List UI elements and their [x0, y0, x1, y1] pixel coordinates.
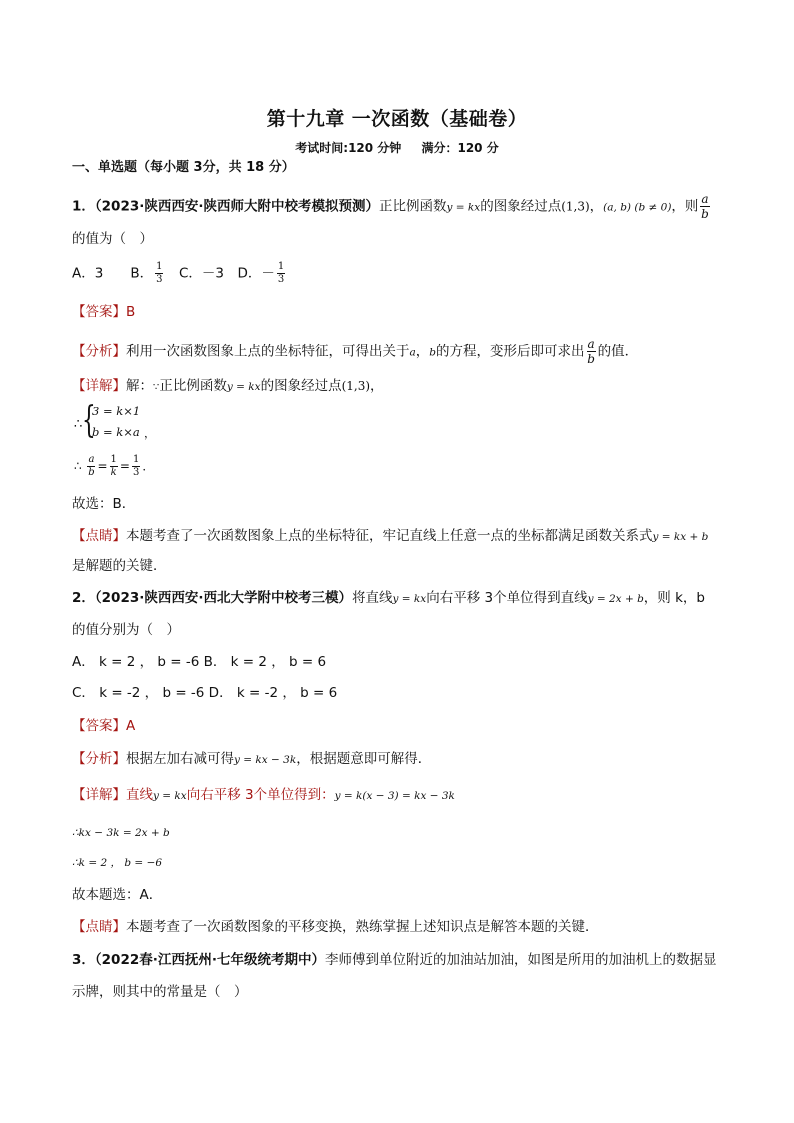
fraction-denominator: 3	[132, 467, 140, 478]
option-text: C．－3 D．－	[165, 265, 275, 282]
exam-info	[0, 139, 794, 156]
fraction-denominator: 3	[277, 274, 285, 285]
variable: b	[429, 346, 436, 359]
q1-text: 正比例函数	[379, 198, 447, 215]
q1-detail	[72, 376, 384, 398]
because-symbol: ∵	[153, 382, 160, 393]
detail-text: 直线	[126, 787, 153, 803]
fraction-numerator: 1	[277, 261, 285, 272]
ratio-fraction	[87, 455, 95, 478]
section-heading: 一、单选题（每小题 3分，共 18 分）	[72, 160, 295, 175]
fraction-numerator: 1	[132, 454, 140, 465]
period: ．	[142, 459, 155, 473]
detail-tag: 【详解】	[72, 378, 126, 394]
q2-stem-end: 的值分别为（ ）	[72, 622, 180, 638]
q1-text: ，则	[671, 198, 699, 215]
comment-text: 本题考查了一次函数图象的平移变换，熟练掌握上述知识点是解答本题的关键．	[126, 919, 599, 935]
answer-value: B	[126, 304, 136, 320]
fraction-denominator: b	[88, 467, 95, 478]
therefore-symbol: ∴	[74, 459, 82, 473]
q1-answer	[72, 302, 135, 322]
q1-stem-end: 的值为（ ）	[72, 231, 153, 247]
q3-stem	[72, 950, 717, 970]
q1-ratio	[74, 455, 154, 478]
q2-text: ，则 k，b	[643, 590, 705, 606]
fraction-numerator: 1	[110, 454, 117, 465]
q1-comment	[72, 526, 708, 547]
q2-answer	[72, 716, 135, 736]
equation-end: ，	[144, 426, 156, 440]
q1-conclusion: 故选：B．	[72, 496, 136, 512]
q2-stem	[72, 588, 705, 609]
page-title: 第十九章 一次函数（基础卷）	[266, 108, 528, 130]
q1-analysis	[72, 338, 638, 365]
variable: a	[409, 346, 416, 359]
analysis-function: y = kx − 3k	[234, 754, 297, 766]
analysis-fraction	[587, 338, 596, 365]
q1-text: ，	[589, 198, 604, 215]
fraction-numerator: a	[88, 454, 95, 465]
answer-value: A	[126, 718, 136, 734]
q1-number: 1．	[72, 198, 95, 215]
detail-text: 解：	[126, 378, 153, 394]
detail-equation: y = k(x − 3) = kx − 3k	[334, 790, 455, 802]
answer-tag: 【答案】	[72, 304, 126, 320]
q3-stem-end: 示牌，则其中的常量是（ ）	[72, 984, 248, 1000]
analysis-text: ，根据题意即可解得．	[296, 751, 432, 767]
q2-detail	[72, 785, 455, 806]
q2-comment	[72, 917, 599, 937]
q2-conclusion: 故本题选：A．	[72, 887, 163, 903]
q1-text: 的图象经过点	[480, 198, 562, 215]
exam-score: 满分：120 分	[421, 141, 499, 155]
detail-text: 向右平移 3个单位得到：	[186, 787, 335, 803]
q1-comment-end: 是解题的关键．	[72, 558, 167, 574]
equation-line-2: b = k×a	[92, 425, 140, 439]
answer-tag: 【答案】	[72, 718, 126, 734]
q1-point-2: (a, b) (b ≠ 0)	[603, 201, 672, 214]
analysis-text: 的方程，变形后即可求出	[436, 343, 585, 360]
q1-source: （2023·陕西西安·陕西师大附中校考模拟预测）	[94, 198, 379, 215]
q3-number: 3．	[72, 952, 95, 968]
q3-text: 李师傅到单位附近的加油站加油，如图是所用的加油机上的数据显	[325, 952, 717, 968]
fraction-denominator: b	[587, 352, 595, 366]
comment-tag: 【点睛】	[72, 919, 126, 935]
q2-text: 将直线	[352, 590, 393, 606]
option-d-fraction	[277, 262, 285, 285]
equals-sign: =	[119, 459, 130, 473]
q2-text: 向右平移 3个单位得到直线	[426, 590, 588, 606]
comment-tag: 【点睛】	[72, 528, 126, 544]
analysis-text: 根据左加右减可得	[126, 751, 234, 767]
fraction-denominator: b	[701, 207, 709, 221]
fraction-numerator: a	[701, 192, 709, 206]
analysis-tag: 【分析】	[72, 343, 126, 360]
comment-text: 本题考查了一次函数图象上点的坐标特征，牢记直线上任意一点的坐标都满足函数关系式	[126, 528, 653, 544]
ratio-fraction	[110, 455, 118, 478]
analysis-text: ，	[415, 343, 430, 360]
detail-text: 正比例函数	[159, 378, 227, 394]
fraction-numerator: 1	[156, 261, 163, 272]
q1-function: y = kx	[446, 201, 481, 214]
comment-function: y = kx + b	[652, 531, 709, 543]
step-equation: ∴k = 2 ， b = −6	[72, 857, 163, 869]
therefore-symbol: ∴	[74, 417, 83, 432]
brace-symbol: {	[82, 400, 96, 441]
equation-line-1: 3 = k×1	[92, 404, 141, 418]
detail-function: y = kx	[226, 381, 261, 393]
q2-number: 2．	[72, 590, 95, 606]
q1-point-1: (1,3)	[561, 199, 590, 214]
q2-step-1	[72, 822, 170, 843]
detail-text: ，	[370, 378, 384, 394]
exam-time: 考试时间:120 分钟	[295, 141, 402, 155]
fraction-numerator: a	[587, 337, 595, 351]
q1-options	[72, 262, 287, 285]
q3-source: （2022春·江西抚州·七年级统考期中）	[94, 952, 325, 968]
q2-source: （2023·陕西西安·西北大学附中校考三模）	[94, 590, 352, 606]
q2-function-2: y = 2x + b	[587, 593, 644, 605]
q2-step-2	[72, 852, 162, 873]
q2-analysis	[72, 749, 431, 770]
step-equation: ∴kx − 3k = 2x + b	[72, 827, 170, 839]
fraction-denominator: k	[110, 467, 117, 478]
detail-function: y = kx	[153, 790, 187, 802]
analysis-tag: 【分析】	[72, 751, 126, 767]
option-text: A．3 B．	[72, 265, 154, 282]
fraction-denominator: 3	[156, 274, 163, 285]
q2-function-1: y = kx	[392, 593, 427, 605]
ratio-fraction	[132, 455, 140, 478]
detail-tag: 【详解】	[72, 787, 126, 803]
q2-options-ab: A． k = 2 ， b = -6 B． k = 2 ， b = 6	[72, 654, 327, 670]
detail-text: 的图象经过点	[260, 378, 342, 394]
q1-fraction	[700, 193, 709, 220]
analysis-text: 利用一次函数图象上点的坐标特征，可得出关于	[126, 343, 410, 360]
equals-sign: =	[97, 459, 108, 473]
detail-point: (1,3)	[341, 379, 371, 393]
q1-stem	[72, 193, 712, 220]
option-b-fraction	[155, 262, 163, 285]
analysis-text: 的值．	[597, 343, 639, 360]
equation-system	[74, 400, 194, 443]
q2-options-cd: C． k = -2 ， b = -6 D． k = -2 ， b = 6	[72, 685, 338, 701]
